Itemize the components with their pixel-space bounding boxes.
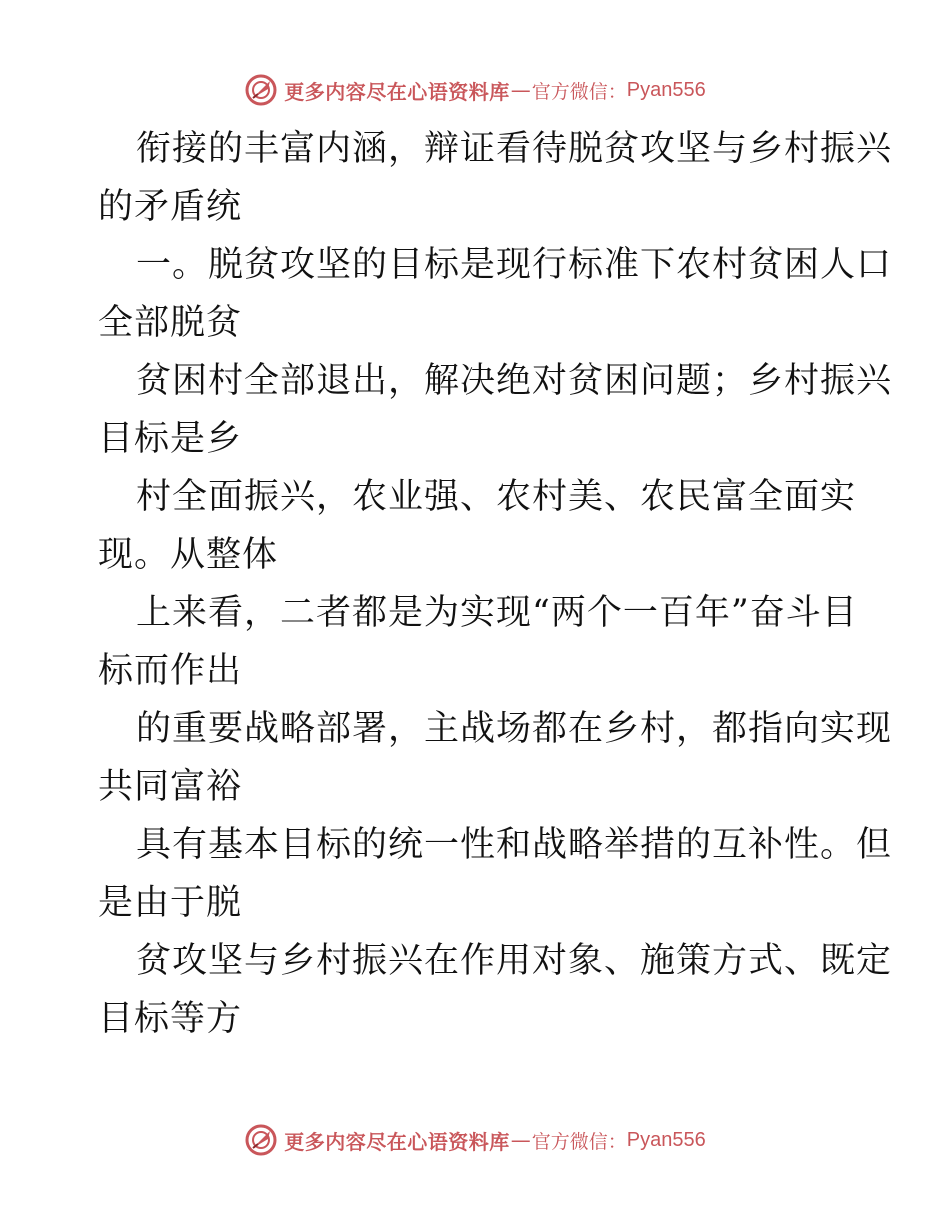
- banner-wechat-label: 官方微信：: [531, 1130, 627, 1153]
- banner-title: 更多内容尽在心语资料库: [284, 79, 510, 104]
- banner-title: 更多内容尽在心语资料库: [284, 1129, 510, 1154]
- text-line: 村全面振兴，农业强、农村美、农民富全面实: [136, 477, 857, 517]
- text-line: 上来看，二者都是为实现“两个一百年”奋斗目: [136, 593, 858, 633]
- quill-logo-icon: [244, 73, 278, 107]
- text-line: 一。脱贫攻坚的目标是现行标准下农村贫困人口: [136, 245, 893, 285]
- text-line: 现。从整体: [98, 535, 279, 575]
- quill-logo-icon: [244, 1123, 278, 1157]
- text-line: 的矛盾统: [98, 187, 243, 227]
- footer-banner: [0, 1118, 950, 1162]
- text-line: 的重要战略部署，主战场都在乡村，都指向实现: [136, 709, 893, 749]
- banner-dash: —: [510, 1128, 531, 1152]
- banner-wechat-label: 官方微信：: [531, 80, 627, 103]
- text-line: 全部脱贫: [98, 303, 243, 343]
- text-line: 具有基本目标的统一性和战略举措的互补性。但: [136, 825, 893, 865]
- text-line: 是由于脱: [98, 883, 243, 923]
- header-banner: [0, 68, 950, 112]
- text-line: 目标等方: [98, 999, 243, 1039]
- text-line: 衔接的丰富内涵，辩证看待脱贫攻坚与乡村振兴: [136, 129, 893, 169]
- text-line: 共同富裕: [98, 767, 243, 807]
- banner-dash: —: [510, 78, 531, 102]
- text-line: 标而作出: [98, 651, 243, 691]
- text-line: 贫困村全部退出，解决绝对贫困问题；乡村振兴: [136, 361, 893, 401]
- banner-wechat-id: Pyan556: [626, 78, 706, 101]
- banner-wechat-id: Pyan556: [626, 1128, 706, 1151]
- text-line: 贫攻坚与乡村振兴在作用对象、施策方式、既定: [136, 941, 893, 981]
- text-line: 目标是乡: [98, 419, 243, 459]
- document-body: [98, 120, 893, 1048]
